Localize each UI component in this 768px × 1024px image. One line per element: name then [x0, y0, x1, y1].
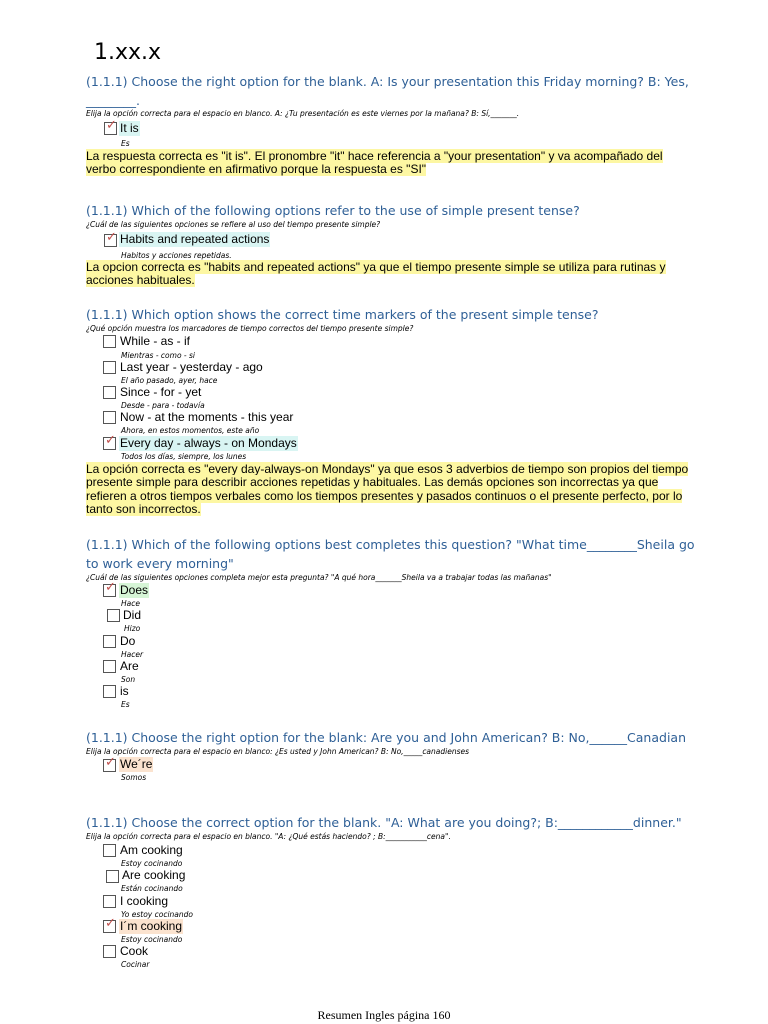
question-4-option-5-label: is — [120, 684, 129, 698]
question-6-option-2-checkbox[interactable] — [106, 870, 119, 883]
question-4-option-3-checkbox[interactable] — [103, 635, 116, 648]
question-4-option-1-checkbox[interactable] — [103, 580, 116, 597]
check-icon: ✓ — [106, 230, 117, 245]
question-3-option-3-label: Since - for - yet — [120, 385, 202, 399]
question-1-subtitle: Elija la opción correcta para el espacio en blanco. A: ¿Tu presentación es este viernes por la mañana? B: Sí,_______. — [86, 109, 520, 118]
question-5-subtitle: Elija la opción correcta para el espacio en blanco: ¿Es usted y John American? B: No,_____canadienses — [86, 747, 470, 756]
question-3-text: (1.1.1) Which option shows the correct time markers of the present simple tense? — [86, 307, 599, 322]
question-4-option-4-translation: Son — [121, 675, 136, 684]
question-3-option-4-label: Now - at the moments - this year — [120, 410, 294, 424]
check-icon: ✓ — [105, 755, 116, 770]
question-2-text: (1.1.1) Which of the following options refer to the use of simple present tense? — [86, 203, 580, 218]
question-6-option-2-translation: Están cocinando — [121, 884, 183, 893]
question-6-option-5-checkbox[interactable] — [103, 945, 116, 958]
question-1-option-1-translation: Es — [121, 139, 130, 148]
question-3-subtitle: ¿Qué opción muestra los marcadores de tiempo correctos del tiempo presente simple? — [86, 324, 414, 333]
question-6-option-4-translation: Estoy cocinando — [121, 935, 183, 944]
question-4-option-1-translation: Hace — [121, 599, 140, 608]
question-3-option-3-translation: Desde - para - todavía — [121, 401, 205, 410]
question-2-explanation: La opcion correcta es "habits and repeated actions" ya que el tiempo presente simple se utiliza para rutinas y acciones habituales. — [86, 260, 666, 288]
question-1-text: (1.1.1) Choose the right option for the blank. A: Is your presentation this Friday morning? B: Yes, ________. — [86, 74, 689, 108]
question-1-option-1-checkbox[interactable] — [104, 118, 117, 135]
question-2-option-1-translation: Habitos y acciones repetidas. — [121, 251, 232, 260]
question-3-option-2-checkbox[interactable] — [103, 361, 116, 374]
question-3-option-4-translation: Ahora, en estos momentos, este año — [121, 426, 260, 435]
question-4-subtitle: ¿Cuál de las siguientes opciones completa mejor esta pregunta? "A qué hora_______Sheila va a trabajar todas las mañanas" — [86, 573, 552, 582]
question-5-option-1-checkbox[interactable] — [103, 755, 116, 772]
question-6-option-1-label: Am cooking — [120, 843, 183, 857]
question-3-option-1-label: While - as - if — [120, 334, 191, 348]
question-4-option-2-checkbox[interactable] — [107, 609, 120, 622]
question-4-option-2-translation: Hizo — [124, 624, 141, 633]
question-5-text: (1.1.1) Choose the right option for the blank: Are you and John American? B: No,______Canadian — [86, 730, 686, 745]
question-3-option-4-checkbox[interactable] — [103, 411, 116, 424]
question-6-option-5-label: Cook — [120, 944, 149, 958]
check-icon: ✓ — [105, 916, 116, 931]
question-4-option-1-label: Does — [120, 583, 149, 597]
question-6-option-4-checkbox[interactable] — [103, 916, 116, 933]
question-6-option-3-label: I cooking — [120, 894, 169, 908]
question-6-text: (1.1.1) Choose the correct option for the blank. "A: What are you doing?; B:____________dinner." — [86, 815, 682, 830]
question-6-option-5-translation: Cocinar — [121, 960, 150, 969]
question-6-option-3-checkbox[interactable] — [103, 895, 116, 908]
question-3-option-1-checkbox[interactable] — [103, 335, 116, 348]
question-3-option-5-checkbox[interactable] — [103, 433, 116, 450]
question-3-option-1-translation: Mientras - como - si — [121, 351, 195, 360]
question-5-option-1-label: We´re — [120, 757, 153, 771]
question-4-option-3-translation: Hacer — [121, 650, 144, 659]
question-4-option-5-checkbox[interactable] — [103, 685, 116, 698]
question-2-option-1-label: Habits and repeated actions — [120, 232, 270, 246]
check-icon: ✓ — [105, 580, 116, 595]
question-4-option-3-label: Do — [120, 634, 136, 648]
question-4-option-2-label: Did — [123, 608, 142, 622]
question-2-option-1-checkbox[interactable] — [104, 230, 117, 247]
question-3-explanation: La opción correcta es "every day-always-on Mondays" ya que esos 3 adverbios de tiempo son propios del tiempo presente simple para describir acciones repetidas y habituales. Las demás opciones son incorrectas ya que refieren a otros tiempos verbales como los tiempos presentes y pasados continuos o el presente perfecto, por lo tanto son incorrectos. — [86, 462, 689, 516]
question-4-option-4-checkbox[interactable] — [103, 660, 116, 673]
page-title: 1.xx.x — [94, 40, 162, 65]
question-6-option-1-translation: Estoy cocinando — [121, 859, 183, 868]
check-icon: ✓ — [105, 433, 116, 448]
question-6-option-1-checkbox[interactable] — [103, 844, 116, 857]
question-3-option-5-translation: Todos los días, siempre, los lunes — [121, 452, 247, 461]
question-3-option-2-translation: El año pasado, ayer, hace — [121, 376, 218, 385]
question-4-option-4-label: Are — [120, 659, 139, 673]
question-6-option-2-label: Are cooking — [122, 868, 186, 882]
page-footer: Resumen Ingles página 160 — [317, 1008, 451, 1022]
question-4-text: (1.1.1) Which of the following options best completes this question? "What time________Sheila go to work every morning" — [86, 537, 695, 571]
question-6-option-3-translation: Yo estoy cocinando — [121, 910, 193, 919]
question-6-subtitle: Elija la opción correcta para el espacio en blanco. "A: ¿Qué estás haciendo? ; B:___________cena". — [86, 832, 451, 841]
question-3-option-5-label: Every day - always - on Mondays — [120, 436, 297, 450]
question-5-option-1-translation: Somos — [121, 773, 147, 782]
question-1-option-1-label: It is — [120, 121, 139, 135]
question-6-option-4-label: I´m cooking — [120, 919, 183, 933]
question-4-option-5-translation: Es — [121, 700, 130, 709]
check-icon: ✓ — [106, 118, 117, 133]
question-1-explanation: La respuesta correcta es "it is". El pronombre "it" hace referencia a "your presentation" y va acompañado del verbo correspondiente en afirmativo porque la respuesta es "SI" — [86, 149, 663, 177]
question-3-option-2-label: Last year - yesterday - ago — [120, 360, 263, 374]
question-3-option-3-checkbox[interactable] — [103, 386, 116, 399]
question-2-subtitle: ¿Cuál de las siguientes opciones se refiere al uso del tiempo presente simple? — [86, 220, 381, 229]
